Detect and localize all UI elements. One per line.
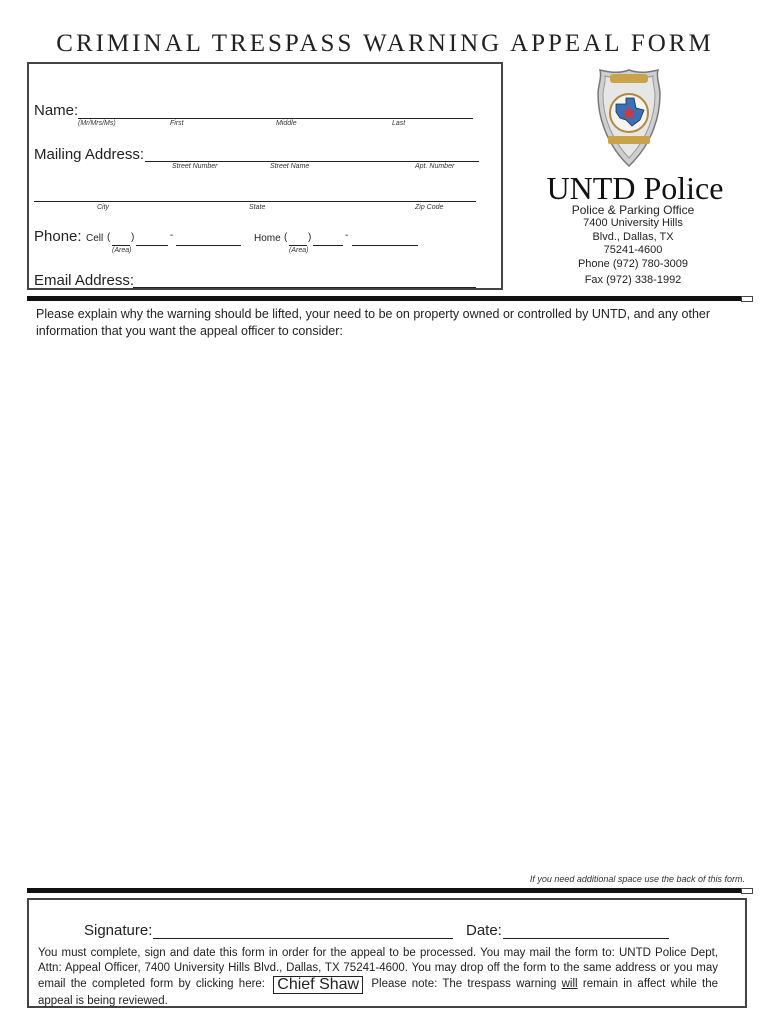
phone-label: Phone: xyxy=(34,228,82,245)
name-label: Name: xyxy=(34,102,79,119)
trespass-note-text: Please note: The trespass warning xyxy=(371,978,557,990)
explanation-prompt: Please explain why the warning should be lifted, your need to be on property owned or controlled by UNTD, and any other information that you want the appeal officer to consider: xyxy=(36,307,711,338)
applicant-info-box xyxy=(27,62,503,290)
additional-space-note: If you need additional space use the back of this form. xyxy=(529,874,745,884)
name-sub-middle: Middle xyxy=(276,120,297,127)
trespass-note-will: will xyxy=(561,978,578,990)
sub-zip: Zip Code xyxy=(415,204,444,211)
agency-fax: Fax (972) 338-1992 xyxy=(584,274,682,286)
cell-dash: - xyxy=(170,230,174,241)
agency-phone: Phone (972) 780-3009 xyxy=(577,258,689,270)
signature-label: Signature: xyxy=(84,922,153,939)
chief-shaw-email-button[interactable]: Chief Shaw xyxy=(273,976,363,994)
cell-label: Cell xyxy=(86,233,104,244)
street-input-line[interactable] xyxy=(145,161,479,162)
name-sub-first: First xyxy=(170,120,184,127)
cell-paren-close: ) xyxy=(131,232,135,243)
cell-area-input[interactable] xyxy=(112,245,130,246)
agency-name: UNTD Police xyxy=(546,170,724,206)
sub-street-number: Street Number xyxy=(172,163,218,170)
signature-input-line[interactable] xyxy=(153,938,453,939)
sub-city: City xyxy=(97,204,110,211)
home-area-sub: (Area) xyxy=(289,247,309,254)
email-label: Email Address: xyxy=(34,272,135,289)
agency-address-line2: Blvd., Dallas, TX xyxy=(592,231,674,243)
name-input-line[interactable] xyxy=(78,118,473,119)
home-paren-close: ) xyxy=(308,232,312,243)
date-input-line[interactable] xyxy=(503,938,669,939)
agency-address-line1: 7400 University Hills xyxy=(583,217,683,229)
cell-prefix-input[interactable] xyxy=(136,245,168,246)
form-title: CRIMINAL TRESPASS WARNING APPEAL FORM xyxy=(56,30,714,57)
cell-area-sub: (Area) xyxy=(112,247,132,254)
date-label: Date: xyxy=(466,922,502,939)
bottom-divider xyxy=(27,888,743,893)
agency-zip: 75241-4600 xyxy=(603,244,663,256)
cell-paren-open: ( xyxy=(107,232,111,243)
home-prefix-input[interactable] xyxy=(313,245,343,246)
agency-office: Police & Parking Office xyxy=(571,203,695,217)
police-badge-icon xyxy=(596,68,662,168)
top-divider xyxy=(27,296,743,301)
sub-apt-number: Apt. Number xyxy=(415,163,455,170)
home-paren-open: ( xyxy=(284,232,288,243)
sub-state: State xyxy=(249,204,266,211)
email-input-line[interactable] xyxy=(133,287,476,288)
instructions-text: You must complete, sign and date this form in order for the appeal to be processed. You may mail the form to: UNTD Police Dept, Attn: Appeal Officer, 7400 University Hills Blvd., Dallas, TX 75241-4600. You may drop off the form to the same address or you may email the completed form by clicking here: xyxy=(38,947,718,990)
city-state-zip-input-line[interactable] xyxy=(34,201,476,202)
cell-number-input[interactable] xyxy=(176,245,241,246)
sub-street-name: Street Name xyxy=(270,163,310,170)
home-label: Home xyxy=(254,233,281,244)
bottom-divider-end xyxy=(741,888,753,894)
name-sub-title: (Mr/Mrs/Ms) xyxy=(78,120,116,127)
trespass-note-remainder: remain in affect while the appeal is being reviewed. xyxy=(38,978,719,1007)
explanation-text-area[interactable] xyxy=(34,346,744,866)
name-sub-last: Last xyxy=(392,120,406,127)
home-dash: - xyxy=(345,230,349,241)
submission-instructions xyxy=(38,946,718,1009)
home-area-input[interactable] xyxy=(289,245,307,246)
top-divider-end xyxy=(741,296,753,302)
mailing-address-label: Mailing Address: xyxy=(34,146,145,163)
home-number-input[interactable] xyxy=(352,245,418,246)
